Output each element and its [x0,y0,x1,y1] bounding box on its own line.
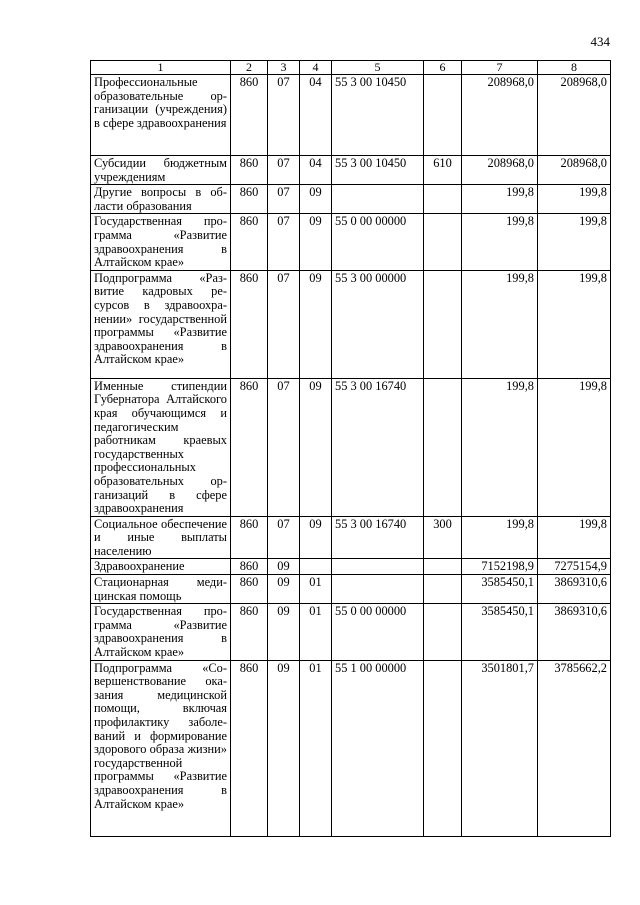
cell-subsection: 09 [300,270,332,378]
cell-target-article [332,559,424,575]
cell-name: Профессиональные образовательные организации (учреждения) в сфере здравоохранения [91,75,231,156]
cell-amount-year2: 3869310,6 [538,575,611,604]
cell-ministry-code: 860 [231,270,268,378]
cell-amount-year2: 199,8 [538,516,611,559]
table-row [91,270,611,378]
column-header-5: 5 [332,61,424,75]
cell-ministry-code: 860 [231,214,268,270]
cell-target-article [332,575,424,604]
cell-name: Подпрограмма «Совершенствование оказания медицинской помощи, включая профилактику заболеваний и формирование здорового образа жизни» государственной программы «Развитие здравоохранения в Алтайском крае» [91,660,231,836]
cell-section: 07 [268,516,300,559]
cell-name: Другие вопросы в области образования [91,185,231,214]
cell-amount-year1: 3501801,7 [462,660,538,836]
cell-section: 09 [268,604,300,660]
cell-name: Государственная программа «Развитие здравоохранения в Алтайском крае» [91,604,231,660]
cell-name: Подпрограмма «Развитие кадровых ресурсов в здравоохранении» государственной программы «Развитие здравоохранения в Алтайском крае» [91,270,231,378]
cell-target-article: 55 3 00 10450 [332,156,424,185]
cell-subsection: 01 [300,604,332,660]
cell-target-article: 55 0 00 00000 [332,604,424,660]
cell-name: Именные стипендии Губернатора Алтайского края обучающимся и педагогическим работникам краевых государственных профессиональных образовательных организаций в сфере здравоохранения [91,378,231,516]
cell-name: Социальное обеспечение и иные выплаты населению [91,516,231,559]
table-body [91,75,611,837]
cell-expense-type [424,575,462,604]
cell-subsection: 01 [300,575,332,604]
table-row [91,660,611,836]
cell-expense-type [424,559,462,575]
cell-amount-year1: 199,8 [462,516,538,559]
cell-amount-year2: 199,8 [538,185,611,214]
cell-amount-year1: 199,8 [462,270,538,378]
cell-amount-year1: 208968,0 [462,75,538,156]
cell-name: Государственная программа «Развитие здравоохранения в Алтайском крае» [91,214,231,270]
table-row [91,185,611,214]
cell-target-article: 55 3 00 16740 [332,516,424,559]
cell-section: 07 [268,270,300,378]
header-row [91,61,611,75]
cell-amount-year1: 208968,0 [462,156,538,185]
cell-target-article: 55 3 00 16740 [332,378,424,516]
cell-ministry-code: 860 [231,75,268,156]
column-header-2: 2 [231,61,268,75]
cell-expense-type [424,214,462,270]
cell-ministry-code: 860 [231,604,268,660]
cell-target-article: 55 3 00 10450 [332,75,424,156]
cell-subsection: 09 [300,185,332,214]
cell-amount-year2: 3785662,2 [538,660,611,836]
cell-name: Стационарная медицинская помощь [91,575,231,604]
cell-name: Здравоохранение [91,559,231,575]
cell-subsection: 09 [300,516,332,559]
cell-name: Субсидии бюджетным учреждениям [91,156,231,185]
cell-amount-year1: 199,8 [462,378,538,516]
cell-section: 07 [268,75,300,156]
cell-amount-year1: 3585450,1 [462,575,538,604]
cell-section: 07 [268,185,300,214]
cell-expense-type [424,185,462,214]
cell-ministry-code: 860 [231,378,268,516]
table-row [91,156,611,185]
cell-target-article: 55 1 00 00000 [332,660,424,836]
cell-section: 07 [268,156,300,185]
table-row [91,378,611,516]
cell-amount-year2: 3869310,6 [538,604,611,660]
cell-amount-year2: 199,8 [538,378,611,516]
table-row [91,559,611,575]
cell-subsection: 01 [300,660,332,836]
cell-section: 07 [268,214,300,270]
cell-amount-year1: 199,8 [462,214,538,270]
cell-section: 09 [268,575,300,604]
column-header-1: 1 [91,61,231,75]
page-number: 434 [590,34,610,49]
column-header-3: 3 [268,61,300,75]
cell-expense-type [424,378,462,516]
budget-table [90,60,611,837]
cell-expense-type [424,270,462,378]
cell-section: 09 [268,559,300,575]
cell-ministry-code: 860 [231,185,268,214]
cell-ministry-code: 860 [231,156,268,185]
table-row [91,516,611,559]
column-header-7: 7 [462,61,538,75]
cell-amount-year2: 7275154,9 [538,559,611,575]
cell-ministry-code: 860 [231,660,268,836]
column-header-4: 4 [300,61,332,75]
cell-expense-type: 610 [424,156,462,185]
cell-amount-year1: 3585450,1 [462,604,538,660]
table-row [91,214,611,270]
cell-expense-type [424,660,462,836]
cell-subsection: 09 [300,214,332,270]
cell-target-article: 55 3 00 00000 [332,270,424,378]
cell-ministry-code: 860 [231,575,268,604]
cell-section: 07 [268,378,300,516]
cell-amount-year2: 199,8 [538,270,611,378]
cell-subsection: 09 [300,378,332,516]
cell-target-article [332,185,424,214]
cell-ministry-code: 860 [231,559,268,575]
cell-expense-type [424,604,462,660]
cell-subsection: 04 [300,156,332,185]
cell-amount-year2: 208968,0 [538,75,611,156]
cell-expense-type [424,75,462,156]
cell-amount-year1: 199,8 [462,185,538,214]
cell-amount-year1: 7152198,9 [462,559,538,575]
cell-target-article: 55 0 00 00000 [332,214,424,270]
table-row [91,75,611,156]
column-header-8: 8 [538,61,611,75]
cell-amount-year2: 208968,0 [538,156,611,185]
cell-ministry-code: 860 [231,516,268,559]
cell-section: 09 [268,660,300,836]
cell-expense-type: 300 [424,516,462,559]
cell-subsection [300,559,332,575]
column-header-6: 6 [424,61,462,75]
table-row [91,604,611,660]
table-row [91,575,611,604]
cell-amount-year2: 199,8 [538,214,611,270]
cell-subsection: 04 [300,75,332,156]
